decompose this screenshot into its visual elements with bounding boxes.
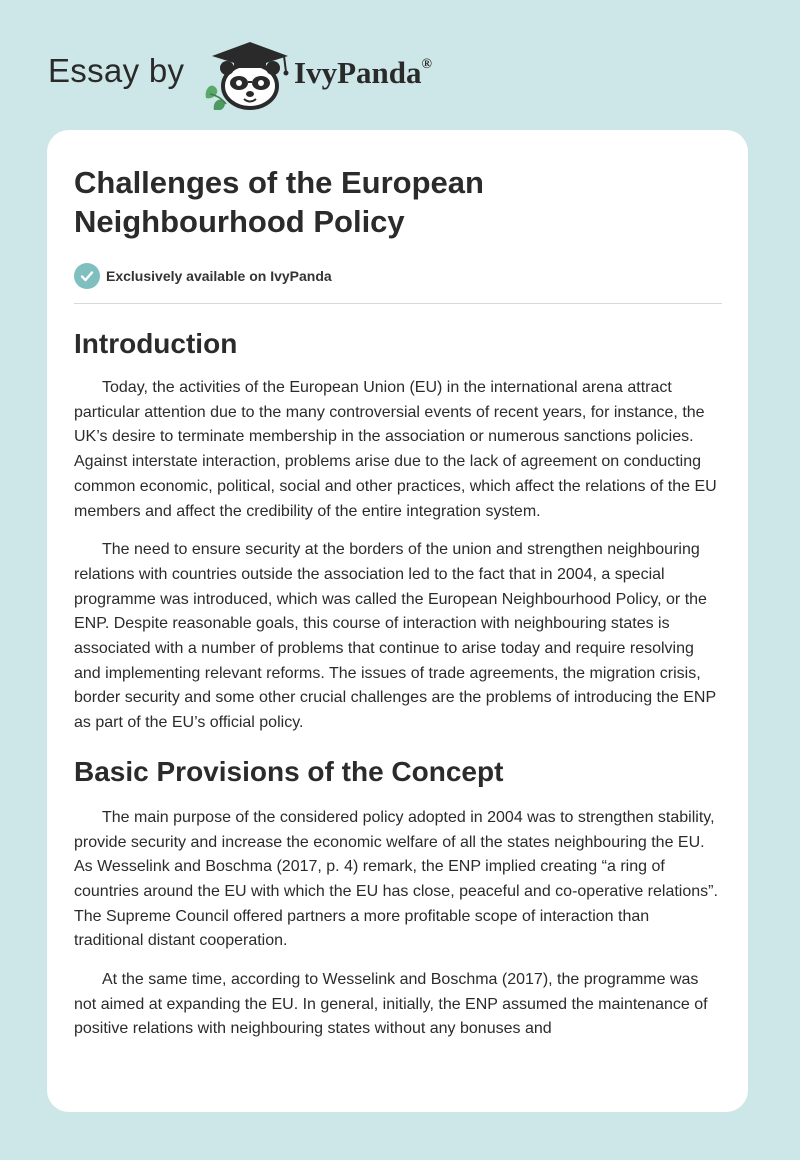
essay-by-label: Essay by <box>48 52 185 89</box>
panda-logo-icon[interactable] <box>200 38 292 110</box>
trademark-symbol: ® <box>421 56 432 72</box>
paragraph: Today, the activities of the European Union (EU) in the international arena attract particular attention due to the many controversial events of recent years, for instance, the UK’s desire to terminate membership in the association or numerous sanctions policies. Against interstate interaction, problems arise due to the lack of agreement on conducting common economic, political, social and other practices, which affect the relations of the EU members and affect the credibility of the entire integration system. <box>74 379 717 520</box>
exclusive-badge <box>74 263 332 289</box>
site-header <box>48 38 548 108</box>
section-heading: Introduction <box>74 328 238 359</box>
title-divider <box>74 303 722 304</box>
brand-name[interactable]: IvyPanda® <box>294 55 432 90</box>
paragraph: The main purpose of the considered policy adopted in 2004 was to strengthen stability, provide security and increase the economic welfare of all the states neighbouring the EU. As Wesselink and Boschma (2017, p. 4) remark, the ENP implied creating “a ring of countries around the EU with which the EU has close, peaceful and co-operative relations”. The Supreme Council offered partners a more profitable scope of interaction than traditional distant cooperation. <box>74 808 718 950</box>
paragraph: The need to ensure security at the borders of the union and strengthen neighbouring relations with countries outside the association led to the fact that in 2004, a special programme was introduced, which was called the European Neighbourhood Policy, or the ENP. Despite reasonable goals, this course of interaction with neighbouring states is associated with a number of problems that continue to arise today and require resolving and implementing relevant reforms. The issues of trade agreements, the migration crisis, border security and some other crucial challenges are the problems of introducing the ENP as part of the EU’s official policy. <box>74 541 716 732</box>
section-heading: Basic Provisions of the Concept <box>74 755 504 787</box>
paragraph: At the same time, according to Wesselink and Boschma (2017), the programme was not aimed at expanding the EU. In general, initially, the ENP assumed the maintenance of positive relations with neighbouring states without any bonuses and <box>74 971 708 1038</box>
essay-card <box>47 130 748 1112</box>
checkmark-icon <box>74 263 100 289</box>
essay-title: Challenges of the European Neighbourhood Policy <box>74 165 484 239</box>
exclusive-label: Exclusively available on IvyPanda <box>106 268 332 284</box>
essay-body <box>74 322 722 1056</box>
